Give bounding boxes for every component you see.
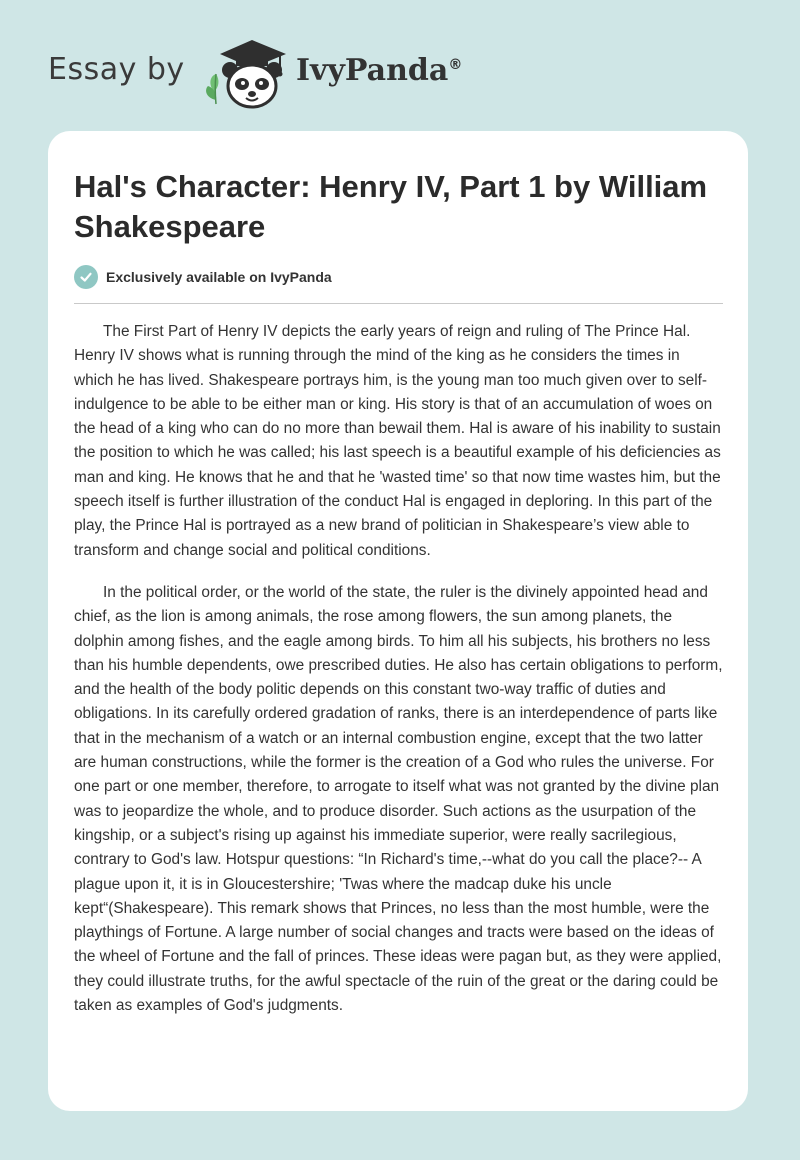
essay-paragraph: In the political order, or the world of the state, the ruler is the divinely appointed head and chief, as the lion is among animals, the rose among flowers, the sun among planets, the dolphin among fishes, and the eagle among birds. To him all his subjects, his brothers no less than his humble dependents, owe prescribed duties. He also has certain obligations to perform, and the health of the body politic depends on this constant two-way traffic of duties and obligations. In its carefully ordered gradation of ranks, there is an interdependence of parts like that in the mechanism of a watch or an internal combustion engine, except that the two latter are human constructions, while the former is the creation of a God who rules the universe. For one part or one member, therefore, to arrogate to itself what was not granted by the divine plan was to jeopardize the whole, and to produce disorder. Such actions as the usurpation of the kingship, or a subject's rising up against his immediate superior, were really sacrilegious, contrary to God's law. Hotspur questions: “In Richard's time,--what do you call the place?-- A plague upon it, it is in Gloucestershire; 'Twas where the madcap duke his uncle kept“(Shakespeare). This remark shows that Princes, no less than the most humble, were the playthings of Fortune. A large number of social changes and tracts were based on the ideas of the wheel of Fortune and the fall of princes. These ideas were pagan but, as they were applied, they could illustrate truths, for the awful spectacle of the ruin of the great or the daring could be taken as examples of God's judgments. [74,583,723,1015]
essay-paragraph: The First Part of Henry IV depicts the early years of reign and ruling of The Prince Hal. Henry IV shows what is running through the mind of the king as he considers the times in which he has lived. Shakespeare portrays him, is the young man too much given over to self-indulgence to be able to be either man or king. His story is that of an accumulation of woes on the head of a king who can do no more than bewail them. Hal is aware of his inability to sustain the position to which he was called; his last speech is a beautiful example of his deficiencies as man and king. He knows that he and that he 'wasted time' so that now time wastes him, but the speech itself is further illustration of the conduct Hal is engaged in deploring. In this part of the play, the Prince Hal is portrayed as a new brand of politician in Shakespeare’s view able to transform and change social and political conditions. [74,323,721,559]
exclusive-badge [74,264,332,290]
essay-body [74,320,723,1036]
exclusive-badge-label: Exclusively available on IvyPanda [106,269,332,285]
site-header [0,0,800,130]
essay-by-label: Essay by [48,52,185,87]
check-circle-icon [74,265,98,289]
registered-mark: ® [448,57,463,73]
brand-name: IvyPanda [296,53,449,88]
title-divider [74,303,723,304]
panda-graduation-cap-icon[interactable] [200,34,292,110]
brand-logo[interactable] [296,53,462,88]
essay-title: Hal's Character: Henry IV, Part 1 by William Shakespeare [74,169,708,244]
essay-card [48,131,748,1111]
